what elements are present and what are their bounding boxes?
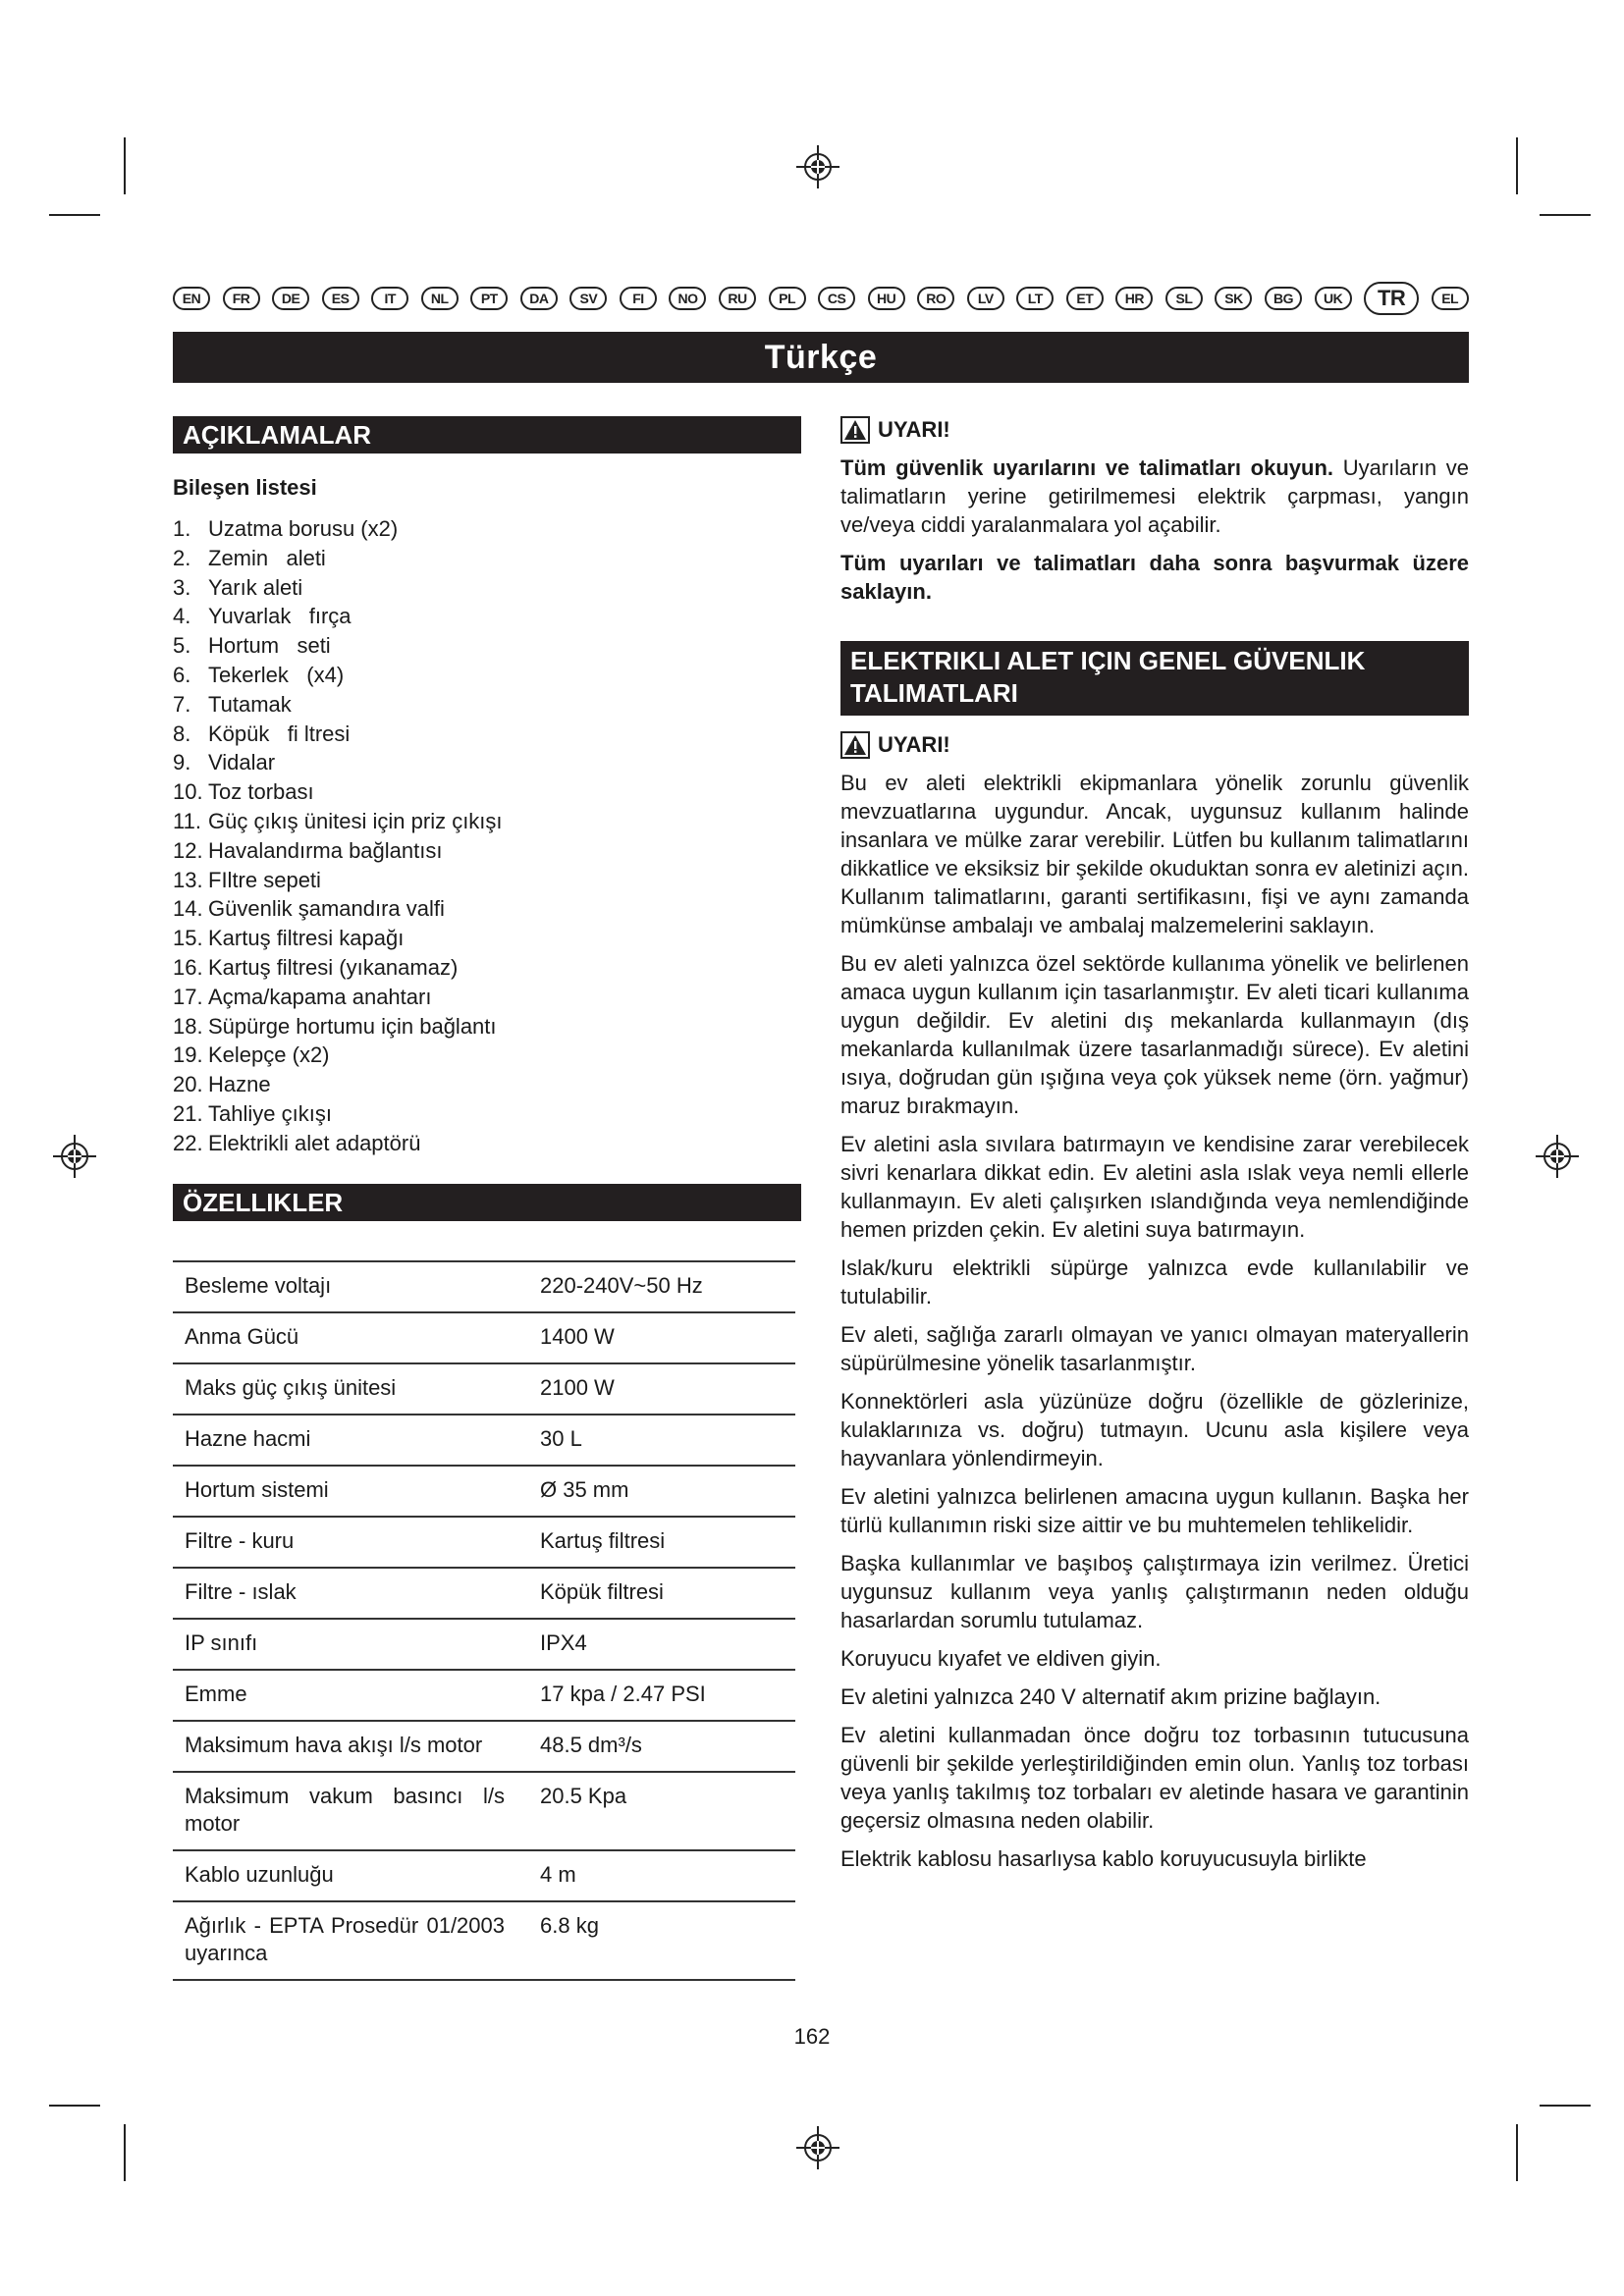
- crop-mark: [49, 2105, 100, 2107]
- table-row: [173, 1261, 795, 1312]
- crop-mark: [1516, 137, 1518, 194]
- table-row: [173, 1312, 795, 1363]
- body-paragraph: Ev aletini yalnızca 240 V alternatif akım prizine bağlayın.: [840, 1684, 1381, 1709]
- crop-mark: [124, 137, 126, 194]
- list-item-number: 6.: [173, 662, 191, 687]
- language-pill: DE: [272, 287, 309, 310]
- right-column: [840, 416, 1469, 1883]
- crop-mark: [124, 2124, 126, 2181]
- spec-value: 17 kpa / 2.47 PSI: [540, 1681, 706, 1706]
- spec-key: Maksimum vakum basıncı l/s motor: [185, 1783, 505, 1836]
- section-heading-safety: ELEKTRIKLI ALET IÇIN GENEL GÜVENLIK TALIMATLARI: [840, 641, 1469, 716]
- list-item: [173, 602, 801, 631]
- crop-mark: [1516, 2124, 1518, 2181]
- spec-value: 48.5 dm³/s: [540, 1732, 642, 1757]
- list-item-number: 12.: [173, 837, 203, 863]
- spec-value: 220-240V~50 Hz: [540, 1272, 703, 1298]
- language-pill: IT: [371, 287, 408, 310]
- list-item-number: 9.: [173, 750, 191, 775]
- list-item-label: Tahliye çıkışı: [208, 1100, 332, 1126]
- list-item-number: 19.: [173, 1042, 203, 1068]
- language-pill: LV: [967, 287, 1004, 310]
- body-paragraph: Bu ev aleti elektrikli ekipmanlara yönelik zorunlu güvenlik mevzuatlarına uygundur. Ancak, uygunsuz kullanım halinde insanlara ve mülke zarar verebilir. Lütfen bu kullanım talimatlarını dikkatlice ve eksiksiz bir şekilde okuduktan sonra ev aletinizi açın. Kullanım talimatlarını, garanti sertifikasını, fişi ve aynı zamanda mümkünse ambalajı ve ambalaj malzemelerini saklayın.: [840, 771, 1469, 937]
- language-pill: ET: [1066, 287, 1104, 310]
- body-paragraph: Ev aletini asla sıvılara batırmayın ve kendisine zarar verebilecek sivri kenarlara dikkat edin. Ev aletini asla ıslak veya nemli ellerle kullanmayın. Ev aleti çalışırken ıslandığında veya nemlendiğinde hemen prizden çekin. Ev aletini suya batırmayın.: [840, 1132, 1469, 1242]
- list-item-number: 13.: [173, 867, 203, 892]
- warning-heading: [840, 731, 1469, 759]
- list-item-number: 5.: [173, 633, 191, 659]
- list-item-number: 8.: [173, 721, 191, 746]
- section-heading-descriptions: AÇIKLAMALAR: [173, 416, 801, 454]
- language-pill: LT: [1016, 287, 1054, 310]
- list-item-number: 1.: [173, 516, 191, 541]
- registration-mark-icon: [796, 145, 839, 188]
- list-item: [173, 1099, 801, 1129]
- list-item: [173, 573, 801, 603]
- language-pill: BG: [1265, 287, 1302, 310]
- spec-value: 6.8 kg: [540, 1912, 599, 1938]
- language-pill: RO: [917, 287, 954, 310]
- spec-key: Hazne hacmi: [185, 1425, 311, 1451]
- list-item-number: 22.: [173, 1130, 203, 1155]
- list-item-label: FIltre sepeti: [208, 867, 321, 892]
- list-item-label: Kartuş filtresi kapağı: [208, 926, 405, 951]
- section-heading-features: ÖZELLIKLER: [173, 1184, 801, 1221]
- list-item: [173, 777, 801, 807]
- list-item-label: Uzatma borusu (x2): [208, 516, 399, 541]
- warning-label: UYARI!: [878, 417, 950, 442]
- language-pill-active: TR: [1364, 282, 1419, 315]
- warning-text: Uyarıların ve talimatların yerine getirilmemesi elektrik çarpması, yangın ve/veya ciddi yaralanmalara yol açabilir.: [840, 455, 1470, 537]
- language-pill: SL: [1165, 287, 1203, 310]
- list-item: [173, 1129, 801, 1158]
- warning-heading: [840, 416, 1469, 444]
- body-paragraph: Konnektörleri asla yüzünüze doğru (özellikle de gözlerinize, kulaklarınıza vs. doğru) tutmayın. Ucunu asla kişilere veya hayvanlara yönlendirmeyin.: [840, 1389, 1469, 1470]
- language-pill: FR: [223, 287, 260, 310]
- list-item-label: Yarık aleti: [208, 574, 303, 600]
- list-item: [173, 894, 801, 924]
- list-item: [173, 544, 801, 573]
- list-item-number: 2.: [173, 545, 191, 570]
- list-item-number: 18.: [173, 1013, 203, 1039]
- table-row: [173, 1772, 795, 1850]
- list-item-number: 11.: [173, 808, 201, 833]
- language-pill: HR: [1115, 287, 1153, 310]
- list-item: [173, 1070, 801, 1099]
- list-item-label: Açma/kapama anahtarı: [208, 984, 432, 1009]
- table-row: [173, 1850, 795, 1901]
- list-item-label: Vidalar: [208, 750, 276, 775]
- list-item: [173, 836, 801, 866]
- body-paragraph: Ev aleti, sağlığa zararlı olmayan ve yanıcı olmayan materyallerin süpürülmesine yönelik tasarlanmıştır.: [840, 1322, 1469, 1375]
- list-item-number: 17.: [173, 984, 203, 1009]
- list-item-number: 3.: [173, 574, 191, 600]
- list-item: [173, 953, 801, 983]
- list-item: [173, 1012, 801, 1041]
- spec-key: Filtre - ıslak: [185, 1578, 297, 1604]
- table-row: [173, 1619, 795, 1670]
- list-item-label: Köpük fi ltresi: [208, 721, 351, 746]
- page-number: 162: [793, 2024, 831, 2049]
- list-item-number: 7.: [173, 691, 191, 717]
- list-item-number: 20.: [173, 1072, 203, 1097]
- language-pill: UK: [1315, 287, 1352, 310]
- list-item: [173, 661, 801, 690]
- crop-mark: [1540, 2105, 1591, 2107]
- table-row: [173, 1517, 795, 1568]
- list-item-label: Havalandırma bağlantısı: [208, 837, 443, 863]
- list-item: [173, 720, 801, 749]
- list-item-label: Süpürge hortumu için bağlantı: [208, 1013, 497, 1039]
- language-pill: SK: [1215, 287, 1252, 310]
- table-row: [173, 1670, 795, 1721]
- list-item-label: Güvenlik şamandıra valfi: [208, 896, 445, 922]
- list-item-number: 14.: [173, 896, 203, 922]
- language-pill: FI: [620, 287, 657, 310]
- language-pill: PT: [470, 287, 508, 310]
- warning-paragraph: [840, 454, 1469, 539]
- spec-key: Maksimum hava akışı l/s motor: [185, 1732, 483, 1757]
- components-heading: Bileşen listesi: [173, 475, 317, 500]
- language-selector: [173, 281, 1469, 316]
- language-pill: NO: [669, 287, 706, 310]
- list-item-label: Tutamak: [208, 691, 292, 717]
- list-item: [173, 690, 801, 720]
- components-list: [173, 514, 801, 1158]
- table-row: [173, 1568, 795, 1619]
- table-row: [173, 1721, 795, 1772]
- table-row: [173, 1901, 795, 1980]
- spec-value: 4 m: [540, 1861, 576, 1887]
- list-item-label: Kelepçe (x2): [208, 1042, 330, 1068]
- spec-value: IPX4: [540, 1629, 587, 1655]
- body-paragraph: Koruyucu kıyafet ve eldiven giyin.: [840, 1646, 1162, 1671]
- table-row: [173, 1415, 795, 1466]
- safety-paragraphs: [840, 769, 1469, 1873]
- list-item-label: Toz torbası: [208, 779, 314, 805]
- list-item-number: 15.: [173, 926, 203, 951]
- list-item: [173, 1041, 801, 1070]
- spec-key: Ağırlık - EPTA Prosedür 01/2003 uyarınca: [185, 1912, 505, 1965]
- body-paragraph: Ev aletini kullanmadan önce doğru toz torbasının tutucusuna güvenli bir şekilde yerleştirildiğinden emin olun. Yanlış toz torbası veya yanlış takılmış toz torbaları ev aletinde hasara ve garantinin geçersiz olmasına neden olabilir.: [840, 1723, 1469, 1833]
- language-pill: NL: [421, 287, 459, 310]
- list-item-number: 10.: [173, 779, 203, 805]
- body-paragraph: Islak/kuru elektrikli süpürge yalnızca evde kullanılabilir ve tutulabilir.: [840, 1255, 1469, 1308]
- list-item-label: Hazne: [208, 1072, 271, 1097]
- warning-label: UYARI!: [878, 732, 950, 757]
- spec-key: IP sınıfı: [185, 1629, 258, 1655]
- language-pill: HU: [868, 287, 905, 310]
- body-paragraph: Başka kullanımlar ve başıboş çalıştırmaya izin verilmez. Üretici uygunsuz kullanım veya yanlış çalıştırmanın neden olduğu hasarlardan sorumlu tutulamaz.: [840, 1551, 1469, 1632]
- warning-icon: [840, 416, 870, 444]
- list-item-label: Tekerlek (x4): [208, 662, 345, 687]
- language-pill: EL: [1432, 287, 1469, 310]
- list-item-number: 16.: [173, 954, 203, 980]
- list-item: [173, 924, 801, 953]
- crop-mark: [49, 214, 100, 216]
- list-item-label: Kartuş filtresi (yıkanamaz): [208, 954, 459, 980]
- language-pill: EN: [173, 287, 210, 310]
- language-pill: RU: [719, 287, 756, 310]
- warning-bold-text: Tüm güvenlik uyarılarını ve talimatları okuyun.: [840, 455, 1334, 480]
- list-item: [173, 631, 801, 661]
- registration-mark-icon: [53, 1135, 96, 1178]
- spec-value: Ø 35 mm: [540, 1476, 629, 1502]
- spec-key: Anma Gücü: [185, 1323, 299, 1349]
- spec-key: Besleme voltajı: [185, 1272, 332, 1298]
- left-column: [173, 416, 801, 1981]
- table-row: [173, 1466, 795, 1517]
- language-pill: SV: [569, 287, 607, 310]
- spec-key: Filtre - kuru: [185, 1527, 295, 1553]
- spec-key: Maks güç çıkış ünitesi: [185, 1374, 397, 1400]
- spec-value: 20.5 Kpa: [540, 1783, 627, 1808]
- spec-key: Hortum sistemi: [185, 1476, 329, 1502]
- warning-paragraph-bold: Tüm uyarıları ve talimatları daha sonra başvurmak üzere saklayın.: [840, 551, 1469, 604]
- list-item-label: Hortum seti: [208, 633, 331, 659]
- warning-icon: [840, 731, 870, 759]
- list-item-number: 4.: [173, 604, 191, 629]
- spec-value: Köpük filtresi: [540, 1578, 664, 1604]
- language-pill: CS: [818, 287, 855, 310]
- spec-value: 30 L: [540, 1425, 582, 1451]
- list-item: [173, 748, 801, 777]
- list-item: [173, 866, 801, 895]
- spec-value: Kartuş filtresi: [540, 1527, 666, 1553]
- registration-mark-icon: [796, 2126, 839, 2169]
- registration-mark-icon: [1536, 1135, 1579, 1178]
- list-item-label: Güç çıkış ünitesi için priz çıkışı: [208, 808, 503, 833]
- list-item-label: Zemin aleti: [208, 545, 326, 570]
- spec-value: 2100 W: [540, 1374, 615, 1400]
- list-item: [173, 983, 801, 1012]
- list-item-label: Elektrikli alet adaptörü: [208, 1130, 421, 1155]
- page-title: Türkçe: [173, 332, 1469, 383]
- language-pill: PL: [769, 287, 806, 310]
- body-paragraph: Ev aletini yalnızca belirlenen amacına uygun kullanın. Başka her türlü kullanımın riski size aittir ve bu muhtemelen tehlikelidir.: [840, 1484, 1469, 1537]
- body-paragraph: Bu ev aleti yalnızca özel sektörde kullanıma yönelik ve belirlenen amaca uygun kullanım için tasarlanmıştır. Ev aleti ticari kullanıma uygun değildir. Ev aletini dış mekanlarda kullanmayın (dış mekanlarda kullanılmak üzere tasarlanmadığı sürece). Ev aletini ısıya, doğrudan gün ışığına veya çok yüksek neme (örn. yağmur) maruz bırakmayın.: [840, 951, 1469, 1118]
- spec-value: 1400 W: [540, 1323, 615, 1349]
- list-item-label: Yuvarlak fırça: [208, 604, 352, 629]
- body-paragraph: Elektrik kablosu hasarlıysa kablo koruyucusuyla birlikte: [840, 1846, 1367, 1871]
- language-pill: ES: [322, 287, 359, 310]
- spec-key: Emme: [185, 1681, 247, 1706]
- spec-key: Kablo uzunluğu: [185, 1861, 334, 1887]
- list-item: [173, 514, 801, 544]
- table-row: [173, 1363, 795, 1415]
- list-item: [173, 807, 801, 836]
- specs-table: [173, 1260, 795, 1981]
- language-pill: DA: [520, 287, 558, 310]
- list-item-number: 21.: [173, 1100, 203, 1126]
- crop-mark: [1540, 214, 1591, 216]
